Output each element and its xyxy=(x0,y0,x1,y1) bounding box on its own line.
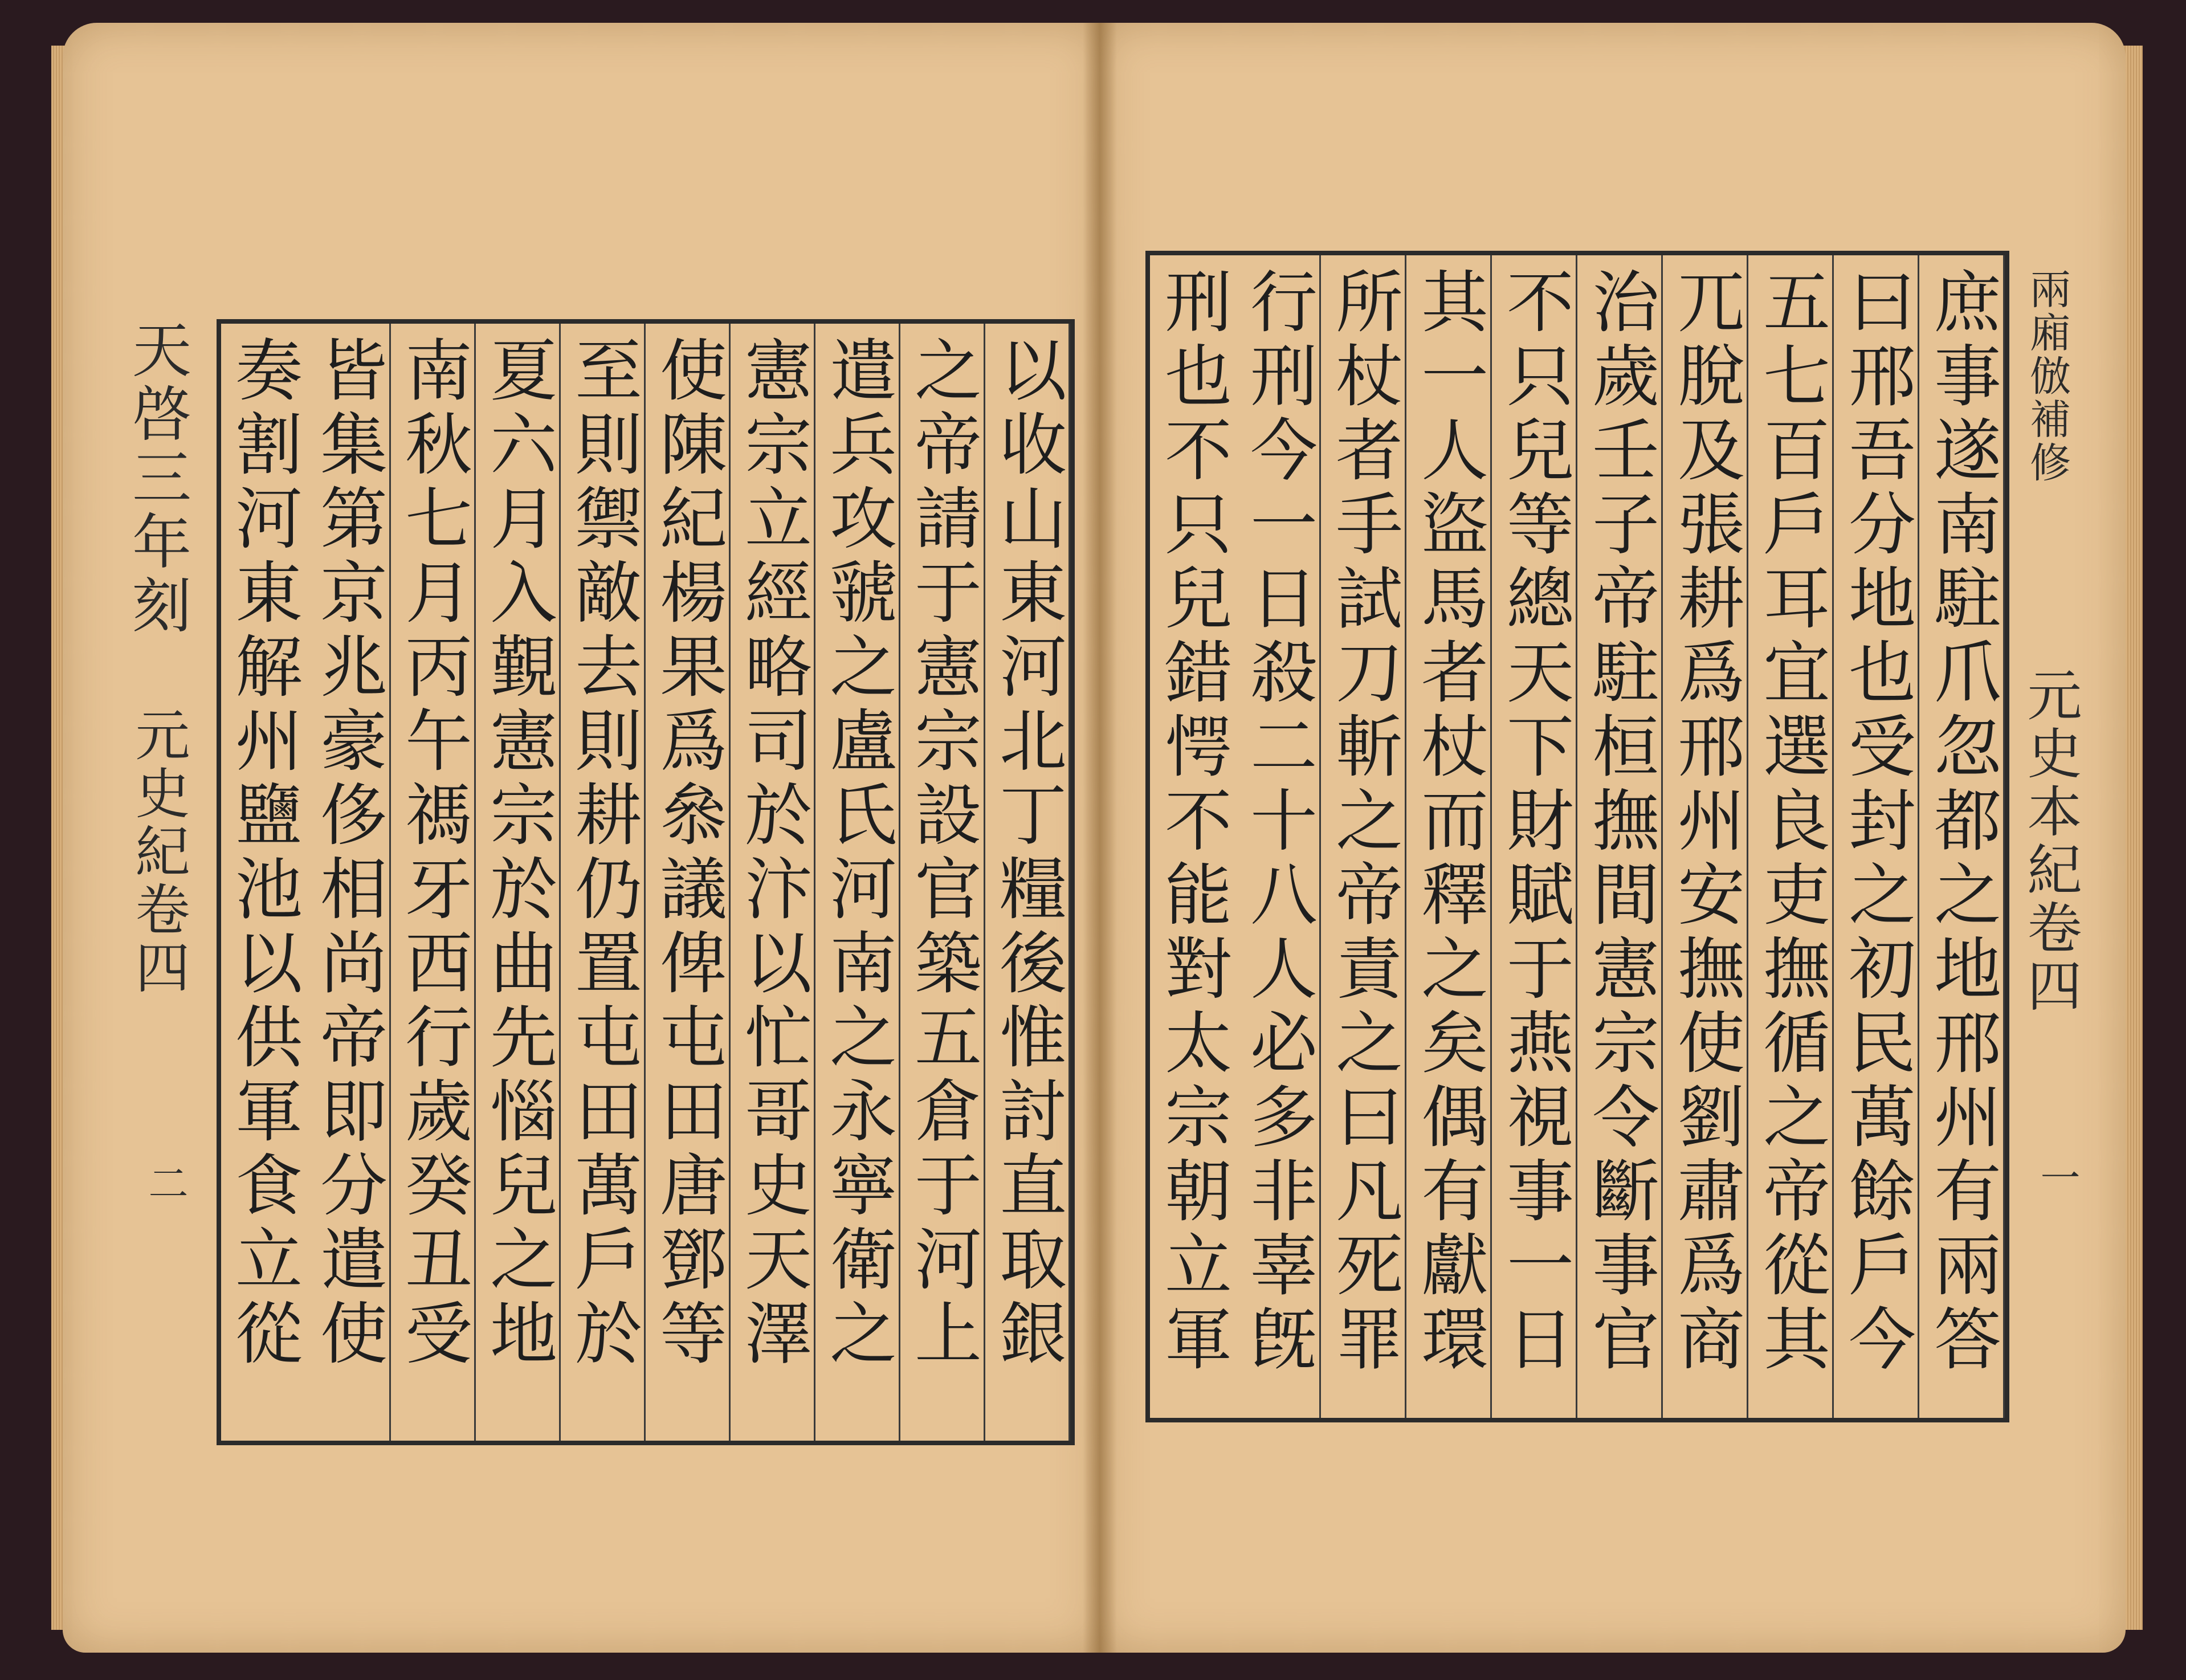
text-column xyxy=(900,324,985,1441)
text-column xyxy=(1663,255,1748,1418)
text-column xyxy=(305,324,391,1441)
right-margin-page-number: 一 xyxy=(2034,1157,2081,1197)
text-column xyxy=(475,324,561,1441)
column-text: 五七百戶耳宜選良吏撫循之帝從其 xyxy=(1752,267,1830,1378)
column-text: 刑也不只兒錯愕不能對太宗朝立軍 xyxy=(1153,267,1232,1378)
text-column xyxy=(1577,255,1663,1418)
text-column xyxy=(1834,255,1919,1418)
column-text: 曰邢吾分地也受封之初民萬餘戶今 xyxy=(1837,267,1916,1378)
text-column xyxy=(645,324,731,1441)
column-text: 遣兵攻虢之盧氏河南之永寧衛之 xyxy=(818,335,897,1372)
column-text: 治歲壬子帝駐桓撫間憲宗令斷事官 xyxy=(1581,267,1659,1378)
text-column xyxy=(815,324,900,1441)
text-column xyxy=(221,324,306,1441)
text-column xyxy=(390,324,476,1441)
column-text: 之帝請于憲宗設官築五倉于河上 xyxy=(903,335,982,1372)
column-text: 憲宗立經略司於汴以忙哥史天澤 xyxy=(733,335,812,1372)
left-margin-book: 元史紀卷四 xyxy=(127,707,190,997)
text-column xyxy=(985,324,1070,1441)
column-text: 行刑今一日殺二十八人必多非辜旣 xyxy=(1239,267,1318,1378)
column-text: 庶事遂南駐爪忽都之地邢州有兩答 xyxy=(1923,267,2001,1378)
column-text: 夏六月入覲憲宗於曲先惱兒之地 xyxy=(479,335,557,1372)
text-column xyxy=(1492,255,1577,1418)
column-text: 南秋七月丙午禡牙西行歲癸丑受 xyxy=(394,335,472,1372)
text-column xyxy=(730,324,815,1441)
right-margin-subtitle: 兩廂倣補修 xyxy=(2023,268,2071,484)
text-column xyxy=(1321,255,1406,1418)
text-column xyxy=(1919,255,2005,1418)
left-text-frame xyxy=(217,319,1075,1445)
column-text: 使陳紀楊果爲叅議俾屯田唐鄧等 xyxy=(649,335,727,1372)
column-text: 其一人盜馬者杖而釋之矣偶有獻環 xyxy=(1410,267,1488,1378)
column-text: 不只兒等總天下財賦于燕視事一日 xyxy=(1495,267,1574,1378)
column-text: 皆集第京兆豪侈相尚帝即分遣使 xyxy=(309,335,388,1372)
left-margin-title: 天啓三年刻 xyxy=(122,319,191,638)
column-text: 以收山東河北丁糧後惟討直取銀 xyxy=(988,335,1067,1372)
text-column xyxy=(1235,255,1321,1418)
column-text: 所杖者手試刀斬之帝責之曰凡死罪 xyxy=(1324,267,1403,1378)
right-margin-title: 元史本紀卷四 xyxy=(2018,667,2082,1016)
column-text: 奏割河東解州鹽池以供軍食立從 xyxy=(224,335,303,1372)
left-margin-page-number: 二 xyxy=(142,1163,189,1202)
text-column xyxy=(1748,255,1834,1418)
text-column xyxy=(560,324,646,1441)
book-gutter xyxy=(1083,23,1117,1653)
text-column xyxy=(1150,255,1235,1418)
right-text-frame xyxy=(1145,251,2009,1422)
text-column xyxy=(1406,255,1492,1418)
column-text: 至則禦敵去則耕仍置屯田萬戶於 xyxy=(564,335,642,1372)
column-text: 兀脫及張耕爲邢州安撫使劉肅爲商 xyxy=(1666,267,1745,1378)
